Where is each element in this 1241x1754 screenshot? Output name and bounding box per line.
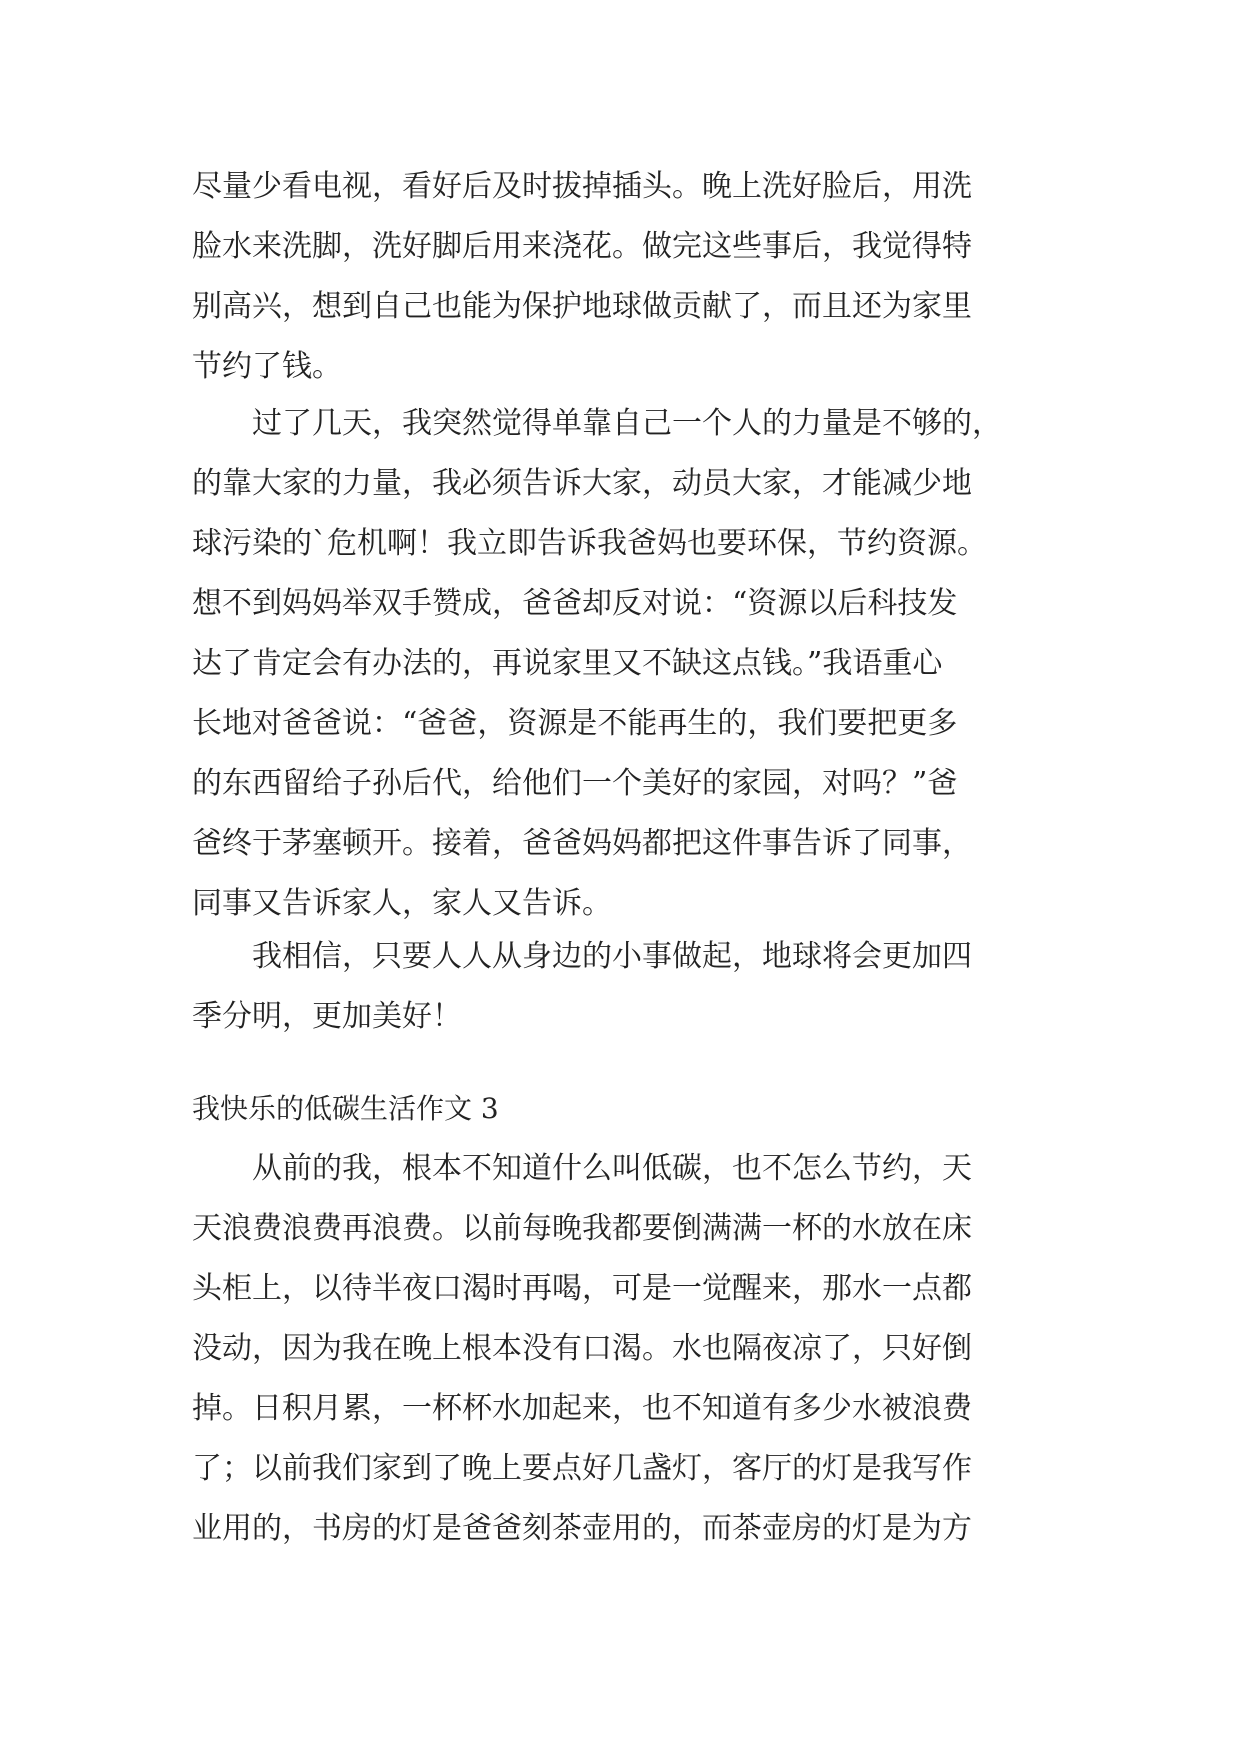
paragraph-2 bbox=[192, 394, 1052, 934]
text-line: 头柜上，以待半夜口渴时再喝，可是一觉醒来，那水一点都 bbox=[192, 1271, 972, 1306]
paragraph-3 bbox=[192, 927, 1052, 1047]
text-line: 了；以前我们家到了晚上要点好几盏灯，客厅的灯是我写作 bbox=[192, 1451, 972, 1486]
text-line: 的靠大家的力量，我必须告诉大家，动员大家，才能减少地 bbox=[192, 466, 972, 501]
text-line: 爸终于茅塞顿开。接着，爸爸妈妈都把这件事告诉了同事， bbox=[192, 826, 972, 861]
text-line: 节约了钱。 bbox=[192, 349, 342, 384]
text-line: 想不到妈妈举双手赞成，爸爸却反对说：“资源以后科技发 bbox=[192, 586, 958, 621]
text-line: 季分明，更加美好！ bbox=[192, 999, 462, 1034]
text-line: 掉。日积月累，一杯杯水加起来，也不知道有多少水被浪费 bbox=[192, 1391, 972, 1426]
text-line: 从前的我，根本不知道什么叫低碳，也不怎么节约，天 bbox=[192, 1151, 972, 1186]
text-line: 没动，因为我在晚上根本没有口渴。水也隔夜凉了，只好倒 bbox=[192, 1331, 972, 1366]
text-line: 脸水来洗脚，洗好脚后用来浇花。做完这些事后，我觉得特 bbox=[192, 229, 972, 264]
paragraph-1 bbox=[192, 157, 1052, 397]
text-line: 的东西留给子孙后代，给他们一个美好的家园，对吗？”爸 bbox=[192, 766, 958, 801]
text-line: 我相信，只要人人从身边的小事做起，地球将会更加四 bbox=[192, 939, 972, 974]
section-paragraph bbox=[192, 1139, 1052, 1559]
section-title: 我快乐的低碳生活作文 3 bbox=[192, 1092, 499, 1125]
text-line: 别高兴，想到自己也能为保护地球做贡献了，而且还为家里 bbox=[192, 289, 972, 324]
text-line: 尽量少看电视，看好后及时拔掉插头。晚上洗好脸后，用洗 bbox=[192, 169, 972, 204]
text-line: 业用的，书房的灯是爸爸刻茶壶用的，而茶壶房的灯是为方 bbox=[192, 1511, 972, 1546]
text-line: 球污染的`危机啊！我立即告诉我爸妈也要环保，节约资源。 bbox=[192, 526, 987, 561]
text-line: 同事又告诉家人，家人又告诉。 bbox=[192, 886, 612, 921]
text-line: 达了肯定会有办法的，再说家里又不缺这点钱。”我语重心 bbox=[192, 646, 943, 681]
text-line: 天浪费浪费再浪费。以前每晚我都要倒满满一杯的水放在床 bbox=[192, 1211, 972, 1246]
text-line: 过了几天，我突然觉得单靠自己一个人的力量是不够的， bbox=[192, 406, 1002, 441]
text-line: 长地对爸爸说：“爸爸，资源是不能再生的，我们要把更多 bbox=[192, 706, 958, 741]
